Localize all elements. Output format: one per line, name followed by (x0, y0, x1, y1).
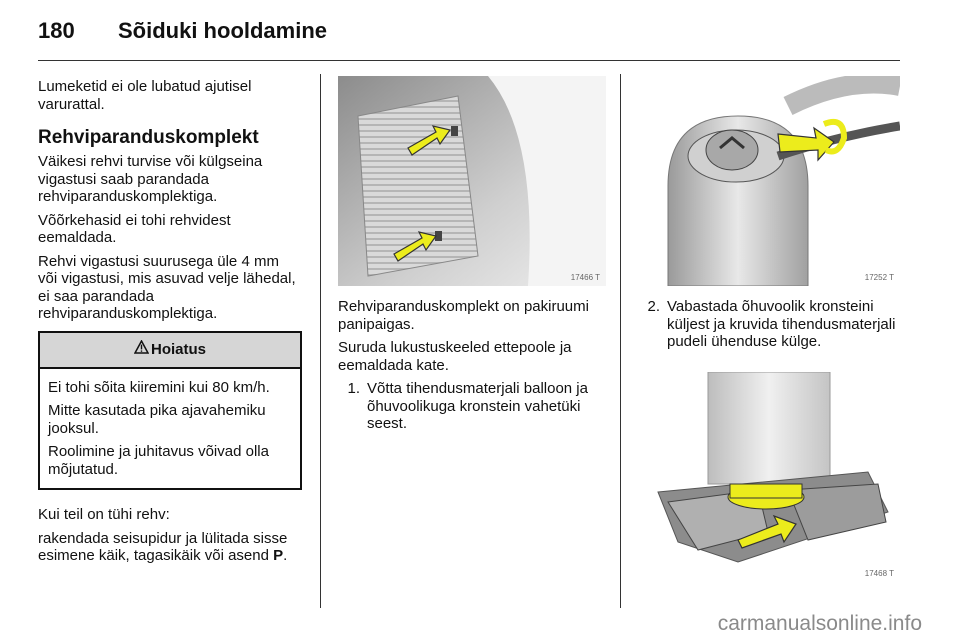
column-left (38, 78, 302, 571)
paragraph: Võõrkehasid ei tohi rehvidest eemaldada. (38, 211, 231, 246)
intro-text: Lumeketid ei ole lubatud ajutisel varurattal. (38, 78, 252, 113)
figure-code: 17468 T (864, 569, 894, 578)
warning-title: Hoiatus (150, 340, 206, 358)
paragraph: Väikesi rehvi turvise või külgseina vigastusi saab parandada rehviparanduskomplektiga. (38, 153, 263, 205)
column-middle (338, 298, 606, 439)
paragraph: Suruda lukustuskeeled ettepoole ja eemaldada kate. (338, 339, 572, 374)
hose-bracket-illustration (638, 76, 900, 286)
list-item (338, 380, 606, 433)
figure-trunk-cover (338, 76, 606, 286)
warning-line: Ei tohi sõita kiiremini kui 80 km/h. (48, 378, 270, 396)
list-number: 1. (347, 380, 360, 397)
trunk-cover-illustration (338, 76, 606, 286)
warning-line: Roolimine ja juhitavus võivad olla mõjutatud. (48, 443, 269, 478)
paragraph: Rehviparanduskomplekt on pakiruumi panipaigas. (338, 298, 589, 333)
paragraph: Rehvi vigastusi suurusega üle 4 mm või vigastusi, mis asuvad velje lähedal, ei saa parandada rehviparanduskomplektiga. (38, 252, 296, 322)
list-number: 2. (647, 298, 660, 315)
column-divider-1 (320, 74, 321, 608)
list-item (638, 298, 900, 351)
instruction-text: Kui teil on tühi rehv: (38, 506, 170, 523)
list-text: Vabastada õhuvoolik kronsteini küljest ja kruvida tihendusmaterjali pudeli ühenduse külge. (667, 298, 896, 350)
section-heading: Rehviparanduskomplekt (38, 127, 259, 148)
warning-header (40, 333, 300, 369)
instruction-text-2 (38, 530, 302, 565)
list-text: Võtta tihendusmaterjali balloon ja õhuvoolikuga kronstein vahetüki seest. (367, 380, 588, 432)
warning-line: Mitte kasutada pika ajavahemiku jooksul. (48, 402, 266, 437)
column-divider-2 (620, 74, 621, 608)
page-title: Sõiduki hooldamine (118, 18, 328, 43)
figure-code: 17252 T (864, 273, 894, 282)
sealant-bottle-illustration (638, 372, 900, 582)
warning-triangle-icon (134, 340, 149, 359)
instruction-text-prefix: rakendada seisupidur ja lülitada sisse esimene käik, tagasikäik või asend (38, 529, 288, 564)
warning-body (40, 369, 300, 489)
instruction-text-suffix: . (283, 547, 288, 564)
warning-box (38, 331, 302, 491)
gear-position-p: P (273, 547, 284, 564)
watermark: carmanualsonline.info (717, 612, 922, 635)
figure-sealant-bottle (638, 372, 900, 582)
header-rule (38, 60, 900, 61)
figure-code: 17466 T (570, 273, 600, 282)
figure-hose-bracket (638, 76, 900, 286)
column-right (638, 298, 900, 357)
page-number: 180 (38, 18, 75, 43)
